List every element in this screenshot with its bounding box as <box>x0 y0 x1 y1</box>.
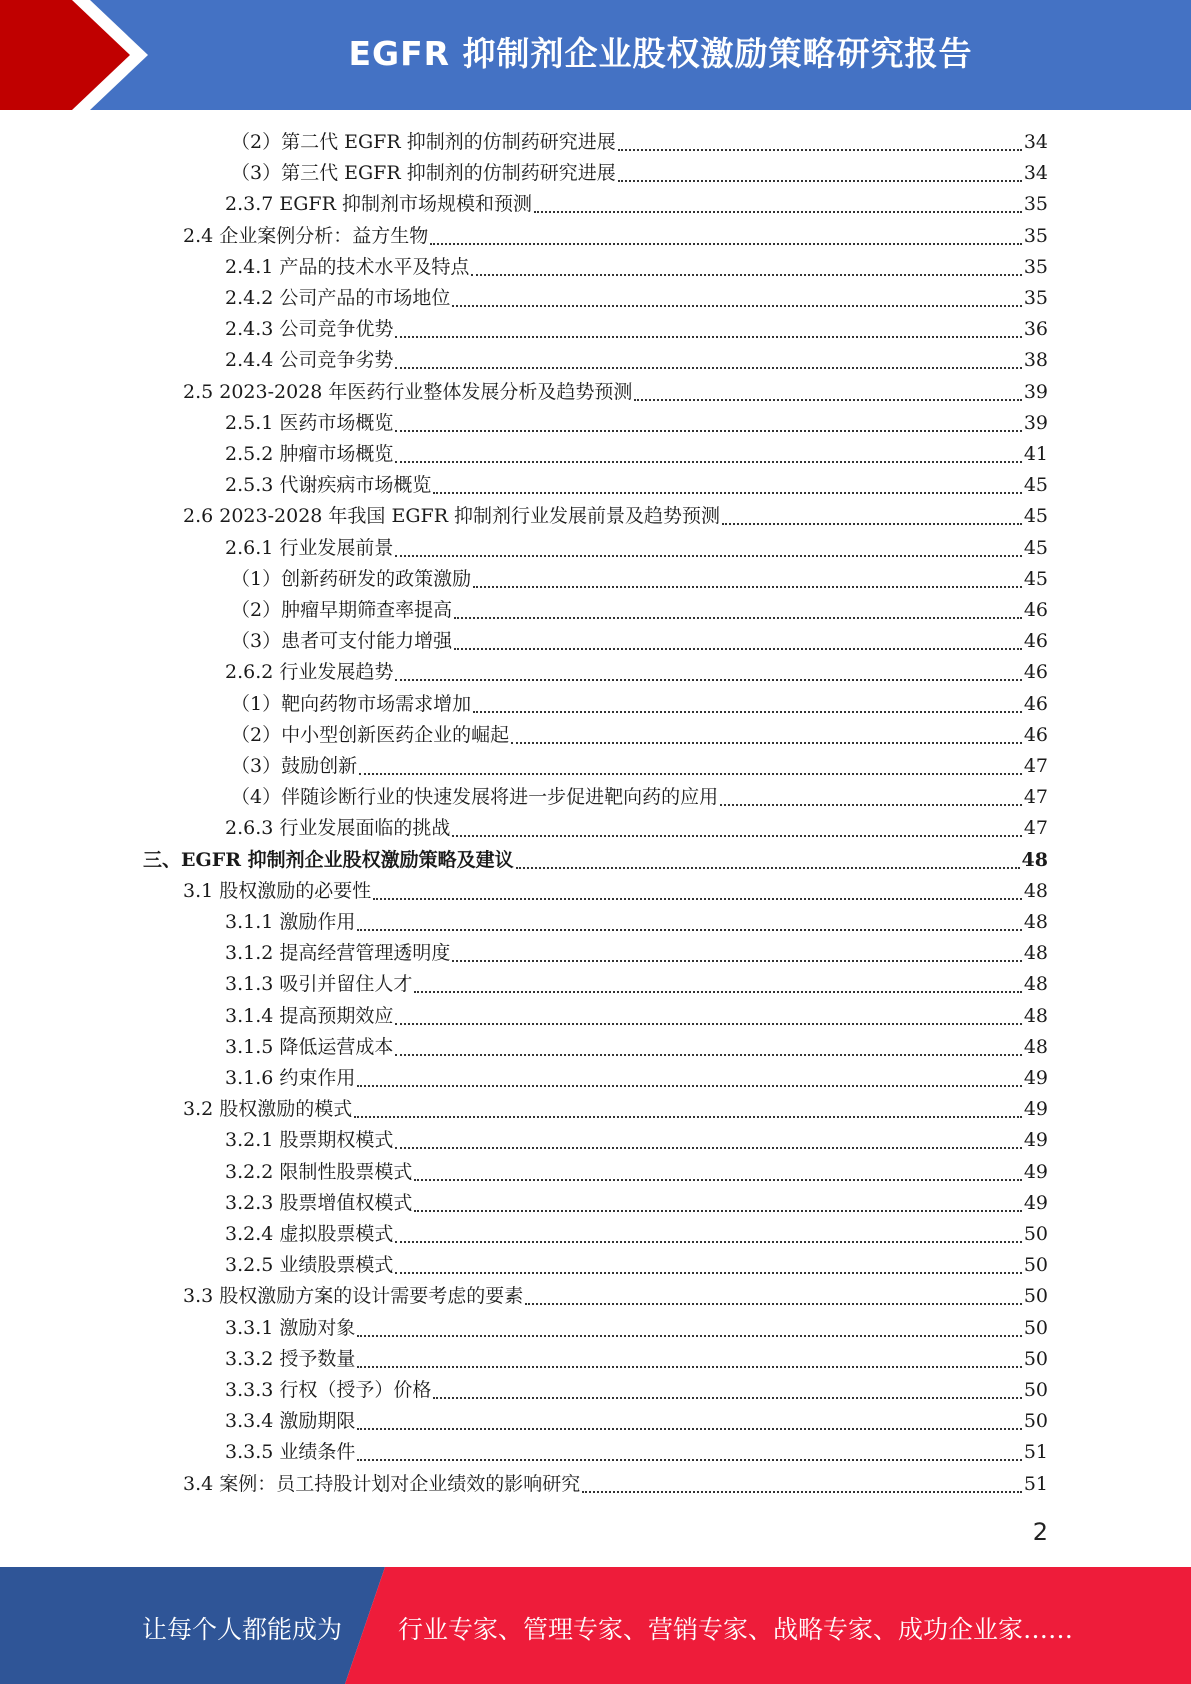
toc-dot-leader <box>454 616 1022 619</box>
toc-entry-page: 39 <box>1023 411 1048 434</box>
toc-entry[interactable] <box>183 501 1048 532</box>
toc-entry-label: 三、EGFR 抑制剂企业股权激励策略及建议 <box>143 848 514 871</box>
toc-entry-label: 3.4 案例：员工持股计划对企业绩效的影响研究 <box>183 1472 581 1495</box>
toc-entry[interactable] <box>231 626 1048 657</box>
toc-entry-page: 48 <box>1023 879 1048 902</box>
toc-entry-label: （4）伴随诊断行业的快速发展将进一步促进靶向药的应用 <box>231 786 719 809</box>
toc-entry-page: 51 <box>1023 1472 1048 1495</box>
toc-entry-label: 3.2.2 限制性股票模式 <box>225 1160 413 1183</box>
toc-entry[interactable] <box>225 533 1048 564</box>
toc-dot-leader <box>452 304 1021 307</box>
toc-entry-page: 50 <box>1023 1316 1048 1339</box>
toc-entry-page: 48 <box>1023 942 1048 965</box>
toc-dot-leader <box>414 990 1021 993</box>
toc-entry-label: 2.4.4 公司竞争劣势 <box>225 349 394 372</box>
toc-entry-label: 2.6.3 行业发展面临的挑战 <box>225 817 451 840</box>
toc-entry-label: 2.6.1 行业发展前景 <box>225 536 394 559</box>
toc-entry-page: 46 <box>1023 723 1048 746</box>
toc-dot-leader <box>414 1209 1021 1212</box>
toc-entry-page: 49 <box>1023 1098 1048 1121</box>
toc-entry-page: 48 <box>1023 1035 1048 1058</box>
toc-entry-label: 2.4.1 产品的技术水平及特点 <box>225 255 470 278</box>
toc-entry[interactable] <box>183 377 1048 408</box>
toc-entry-label: 3.1.6 约束作用 <box>225 1067 356 1089</box>
toc-entry-label: 3.2 股权激励的模式 <box>183 1098 353 1121</box>
toc-entry[interactable] <box>225 907 1048 938</box>
toc-entry-page: 50 <box>1023 1410 1048 1433</box>
toc-dot-leader <box>473 710 1022 713</box>
toc-entry-label: 3.2.4 虚拟股票模式 <box>225 1223 394 1245</box>
toc-entry-label: 2.4.2 公司产品的市场地位 <box>225 287 451 309</box>
toc-dot-leader <box>582 1490 1022 1493</box>
toc-entry-label: 2.5 2023-2028 年医药行业整体发展分析及趋势预测 <box>183 380 633 403</box>
toc-entry-page: 45 <box>1023 536 1048 559</box>
toc-entry-page: 50 <box>1023 1285 1048 1308</box>
toc-entry-page: 50 <box>1023 1347 1048 1370</box>
toc-entry-page: 49 <box>1023 1191 1048 1214</box>
toc-entry-label: （3）鼓励创新 <box>231 755 358 777</box>
toc-entry-label: 2.6.2 行业发展趋势 <box>225 661 394 684</box>
toc-entry[interactable] <box>225 657 1048 688</box>
report-title: EGFR 抑制剂企业股权激励策略研究报告 <box>348 34 973 73</box>
toc-dot-leader <box>357 1084 1021 1087</box>
toc-entry[interactable] <box>231 158 1048 189</box>
toc-dot-leader <box>395 554 1021 557</box>
toc-entry[interactable] <box>231 751 1048 782</box>
toc-entry-page: 46 <box>1023 692 1048 715</box>
toc-dot-leader <box>357 1365 1021 1368</box>
toc-entry[interactable] <box>225 938 1048 969</box>
toc-dot-leader <box>395 1146 1021 1149</box>
toc-entry-page: 46 <box>1023 630 1048 653</box>
footer-slogan-left: 让每个人都能成为 <box>142 1615 343 1644</box>
toc-entry-page: 51 <box>1023 1441 1048 1464</box>
toc-dot-leader <box>357 928 1021 931</box>
toc-entry[interactable] <box>225 314 1048 345</box>
toc-entry-page: 50 <box>1023 1254 1048 1277</box>
footer-slogan-right: 行业专家、管理专家、营销专家、战略专家、成功企业家…… <box>398 1615 1074 1644</box>
toc-entry[interactable] <box>231 720 1048 751</box>
toc-entry[interactable] <box>183 1469 1048 1500</box>
toc-entry-label: 3.3.4 激励期限 <box>225 1410 356 1433</box>
toc-entry[interactable] <box>225 408 1048 439</box>
toc-entry[interactable] <box>225 1375 1048 1406</box>
toc-dot-leader <box>454 647 1022 650</box>
toc-entry[interactable] <box>225 439 1048 470</box>
toc-dot-leader <box>395 429 1021 432</box>
toc-entry[interactable] <box>231 782 1048 813</box>
toc-dot-leader <box>359 772 1022 775</box>
toc-dot-leader <box>618 179 1022 182</box>
toc-dot-leader <box>534 210 1022 213</box>
toc-entry-label: 3.2.5 业绩股票模式 <box>225 1254 394 1277</box>
toc-entry[interactable] <box>225 1437 1048 1468</box>
toc-entry-label: （2）第二代 EGFR 抑制剂的仿制药研究进展 <box>231 131 616 153</box>
toc-entry-page: 48 <box>1023 1004 1048 1027</box>
toc-entry[interactable] <box>143 845 1048 876</box>
toc-entry-label: 3.1.3 吸引并留住人才 <box>225 973 413 996</box>
toc-entry[interactable] <box>225 1125 1048 1156</box>
toc-entry[interactable] <box>225 969 1048 1000</box>
toc-entry-label: 2.5.2 肿瘤市场概览 <box>225 443 394 465</box>
toc-dot-leader <box>395 460 1021 463</box>
toc-entry-label: 3.2.1 股票期权模式 <box>225 1129 394 1152</box>
toc-entry-label: 2.5.1 医药市场概览 <box>225 411 394 434</box>
toc-entry[interactable] <box>231 127 1048 158</box>
toc-dot-leader <box>357 1458 1021 1461</box>
toc-dot-leader <box>414 1178 1021 1181</box>
toc-entry-page: 41 <box>1023 443 1048 465</box>
toc-entry-page: 50 <box>1023 1379 1048 1401</box>
toc-entry-label: 3.1.2 提高经营管理透明度 <box>225 942 451 965</box>
toc-entry-label: 3.3.5 业绩条件 <box>225 1441 356 1464</box>
page-footer <box>0 1567 1191 1684</box>
toc-entry[interactable] <box>225 189 1048 220</box>
toc-entry[interactable] <box>225 1313 1048 1344</box>
toc-dot-leader <box>473 585 1022 588</box>
toc-entry[interactable] <box>225 1344 1048 1375</box>
toc-entry-page: 47 <box>1023 786 1048 809</box>
toc-entry-label: （3）第三代 EGFR 抑制剂的仿制药研究进展 <box>231 162 616 185</box>
toc-entry-label: 3.3.1 激励对象 <box>225 1316 356 1339</box>
toc-dot-leader <box>395 1240 1021 1243</box>
toc-entry-page: 35 <box>1023 255 1048 278</box>
toc-entry[interactable] <box>183 221 1048 252</box>
toc-entry[interactable] <box>183 876 1048 907</box>
toc-dot-leader <box>395 678 1021 681</box>
toc-dot-leader <box>722 522 1022 525</box>
toc-entry-page: 47 <box>1023 755 1048 777</box>
toc-dot-leader <box>430 242 1022 245</box>
toc-entry[interactable] <box>225 1032 1048 1063</box>
toc-dot-leader <box>525 1302 1022 1305</box>
toc-dot-leader <box>395 335 1021 338</box>
toc-entry[interactable] <box>231 689 1048 720</box>
toc-dot-leader <box>452 959 1021 962</box>
page-header <box>0 0 1191 110</box>
toc-dot-leader <box>433 491 1021 494</box>
toc-entry-page: 49 <box>1023 1067 1048 1089</box>
toc-dot-leader <box>433 1396 1021 1399</box>
toc-entry-label: （3）患者可支付能力增强 <box>231 630 453 653</box>
toc-dot-leader <box>618 148 1022 151</box>
toc-dot-leader <box>471 273 1021 276</box>
toc-dot-leader <box>357 1427 1021 1430</box>
toc-dot-leader <box>395 1022 1021 1025</box>
toc-entry[interactable] <box>225 1219 1048 1250</box>
toc-entry-label: 3.3 股权激励方案的设计需要考虑的要素 <box>183 1285 524 1308</box>
toc-entry-page: 34 <box>1023 162 1048 185</box>
toc-entry[interactable] <box>225 1001 1048 1032</box>
toc-entry[interactable] <box>225 283 1048 314</box>
toc-entry-page: 46 <box>1023 599 1048 621</box>
toc-entry[interactable] <box>225 345 1048 376</box>
toc-dot-leader <box>720 803 1022 806</box>
toc-entry-page: 35 <box>1023 193 1048 216</box>
toc-entry[interactable] <box>225 1250 1048 1281</box>
toc-dot-leader <box>516 866 1020 869</box>
toc-entry-label: （2）中小型创新医药企业的崛起 <box>231 723 510 746</box>
toc-entry-label: （1）靶向药物市场需求增加 <box>231 692 472 715</box>
toc-entry[interactable] <box>183 1281 1048 1312</box>
toc-entry-page: 38 <box>1023 349 1048 372</box>
toc-entry-label: 3.1.1 激励作用 <box>225 911 356 933</box>
toc-entry[interactable] <box>183 1094 1048 1125</box>
toc-dot-leader <box>354 1115 1022 1118</box>
toc-entry-label: 3.3.3 行权（授予）价格 <box>225 1379 432 1401</box>
toc-dot-leader <box>395 1053 1021 1056</box>
toc-entry[interactable] <box>225 1406 1048 1437</box>
toc-dot-leader <box>452 834 1021 837</box>
toc-entry[interactable] <box>225 1188 1048 1219</box>
toc-entry-label: （2）肿瘤早期筛查率提高 <box>231 599 453 621</box>
toc-dot-leader <box>373 897 1022 900</box>
toc-entry-page: 48 <box>1021 848 1048 871</box>
toc-entry[interactable] <box>225 252 1048 283</box>
toc-entry-page: 34 <box>1023 131 1048 153</box>
toc-dot-leader <box>395 366 1021 369</box>
toc-entry-page: 35 <box>1023 287 1048 309</box>
toc-entry-page: 46 <box>1023 661 1048 684</box>
toc-entry-label: 3.3.2 授予数量 <box>225 1347 356 1370</box>
toc-entry-page: 49 <box>1023 1129 1048 1152</box>
toc-entry-label: （1）创新药研发的政策激励 <box>231 567 472 590</box>
toc-entry-label: 2.6 2023-2028 年我国 EGFR 抑制剂行业发展前景及趋势预测 <box>183 505 721 528</box>
toc-entry-label: 2.4 企业案例分析：益方生物 <box>183 224 429 247</box>
toc-dot-leader <box>357 1334 1021 1337</box>
toc-entry-page: 45 <box>1023 567 1048 590</box>
toc-entry[interactable] <box>231 564 1048 595</box>
toc-dot-leader <box>634 398 1021 401</box>
toc-entry-label: 2.3.7 EGFR 抑制剂市场规模和预测 <box>225 193 532 216</box>
toc-entry[interactable] <box>225 1157 1048 1188</box>
toc-entry-page: 36 <box>1023 318 1048 341</box>
toc-entry-page: 47 <box>1023 817 1048 840</box>
toc-dot-leader <box>395 1271 1021 1274</box>
toc-entry[interactable] <box>225 470 1048 501</box>
toc-entry-label: 3.2.3 股票增值权模式 <box>225 1191 413 1214</box>
toc-entry[interactable] <box>225 813 1048 844</box>
toc-entry-page: 39 <box>1023 380 1048 403</box>
toc-entry-page: 45 <box>1023 474 1048 497</box>
toc-dot-leader <box>511 741 1022 744</box>
toc-entry-page: 35 <box>1023 224 1048 247</box>
toc-entry-label: 2.4.3 公司竞争优势 <box>225 318 394 341</box>
page-number: 2 <box>1032 1518 1048 1546</box>
toc-entry-label: 2.5.3 代谢疾病市场概览 <box>225 474 432 497</box>
toc-entry[interactable] <box>231 595 1048 626</box>
toc-entry-page: 49 <box>1023 1160 1048 1183</box>
toc-entry-page: 45 <box>1023 505 1048 528</box>
toc-entry-page: 50 <box>1023 1223 1048 1245</box>
toc-entry-page: 48 <box>1023 973 1048 996</box>
toc-entry-label: 3.1.4 提高预期效应 <box>225 1004 394 1027</box>
toc-entry-label: 3.1.5 降低运营成本 <box>225 1035 394 1058</box>
toc-entry-label: 3.1 股权激励的必要性 <box>183 879 372 902</box>
toc-entry-page: 48 <box>1023 911 1048 933</box>
toc-entry[interactable] <box>225 1063 1048 1094</box>
